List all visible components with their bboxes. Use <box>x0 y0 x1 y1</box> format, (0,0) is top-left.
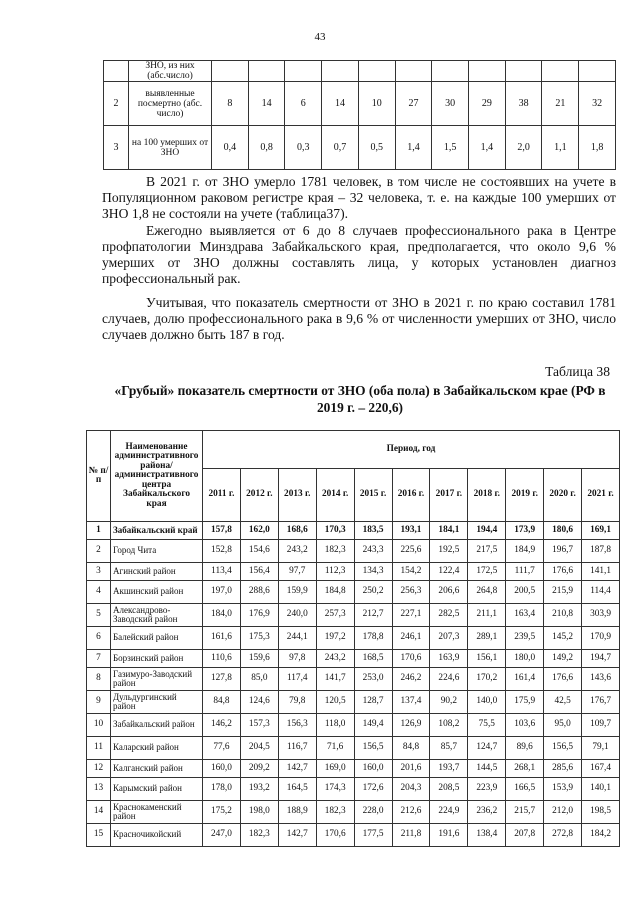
year-header: 2021 г. <box>582 469 620 522</box>
table-row <box>87 540 620 563</box>
cell: 10 <box>358 82 395 126</box>
cell: 14 <box>248 82 285 126</box>
cell: 200,5 <box>506 581 544 604</box>
cell: 84,8 <box>203 691 241 714</box>
cell: 177,5 <box>354 824 392 847</box>
cell: 160,0 <box>203 760 241 778</box>
year-header: 2017 г. <box>430 469 468 522</box>
cell: 110,6 <box>203 650 241 668</box>
row-name: Дульдургинский район <box>111 691 203 714</box>
cell: 264,8 <box>468 581 506 604</box>
cell: 168,5 <box>354 650 392 668</box>
cell: 142,7 <box>278 824 316 847</box>
cell: 156,3 <box>278 714 316 737</box>
table-38 <box>86 430 620 847</box>
cell <box>469 61 506 82</box>
cell: 208,5 <box>430 778 468 801</box>
row-name: Красночикойский <box>111 824 203 847</box>
row-name: Забайкальский район <box>111 714 203 737</box>
row-num: 1 <box>87 522 111 540</box>
cell: 111,7 <box>506 563 544 581</box>
row-num: 8 <box>87 668 111 691</box>
col-name-header: Наименование административного района/ административного центра Забайкальского края <box>111 431 203 522</box>
col-num-header: № п/п <box>87 431 111 522</box>
cell: 90,2 <box>430 691 468 714</box>
cell: 191,6 <box>430 824 468 847</box>
cell: 197,2 <box>316 627 354 650</box>
paragraph-1: В 2021 г. от ЗНО умерло 1781 человек, в том числе не состоявших на учете в Популяционном раковом регистре края – 32 человека, т. е. на каждые 100 умерших от ЗНО 1,8 не состояли на учете (таблица37). <box>102 174 616 221</box>
cell: 95,0 <box>544 714 582 737</box>
table-row <box>87 522 620 540</box>
cell: 141,1 <box>582 563 620 581</box>
cell: 182,3 <box>316 801 354 824</box>
cell: 257,3 <box>316 604 354 627</box>
cell: 176,7 <box>582 691 620 714</box>
cell: 172,6 <box>354 778 392 801</box>
cell: 204,3 <box>392 778 430 801</box>
cell: 223,9 <box>468 778 506 801</box>
cell: 0,5 <box>358 126 395 170</box>
row-name: Калганский район <box>111 760 203 778</box>
cell: 194,4 <box>468 522 506 540</box>
row-num: 5 <box>87 604 111 627</box>
cell: 166,5 <box>506 778 544 801</box>
cell: 157,3 <box>240 714 278 737</box>
cell <box>212 61 249 82</box>
table-row <box>87 627 620 650</box>
cell: 167,4 <box>582 760 620 778</box>
year-header: 2015 г. <box>354 469 392 522</box>
cell: 159,6 <box>240 650 278 668</box>
cell: 89,6 <box>506 737 544 760</box>
cell: 161,6 <box>203 627 241 650</box>
cell: 268,1 <box>506 760 544 778</box>
cell: 156,1 <box>468 650 506 668</box>
cell: 201,6 <box>392 760 430 778</box>
cell <box>505 61 542 82</box>
cell: 243,3 <box>354 540 392 563</box>
cell: 127,8 <box>203 668 241 691</box>
cell: 180,0 <box>506 650 544 668</box>
cell: 112,3 <box>316 563 354 581</box>
cell: 84,8 <box>392 737 430 760</box>
table-row <box>87 714 620 737</box>
cell: 236,2 <box>468 801 506 824</box>
cell: 156,5 <box>354 737 392 760</box>
cell: 0,3 <box>285 126 322 170</box>
cell: 149,2 <box>544 650 582 668</box>
cell: 164,5 <box>278 778 316 801</box>
cell: 156,4 <box>240 563 278 581</box>
row-num: 4 <box>87 581 111 604</box>
cell: 79,1 <box>582 737 620 760</box>
cell: 0,4 <box>212 126 249 170</box>
cell <box>358 61 395 82</box>
row-num: 3 <box>104 126 129 170</box>
cell: 162,0 <box>240 522 278 540</box>
row-label: на 100 умерших от ЗНО <box>129 126 212 170</box>
cell: 29 <box>469 82 506 126</box>
cell: 239,5 <box>506 627 544 650</box>
row-num: 3 <box>87 563 111 581</box>
cell: 225,6 <box>392 540 430 563</box>
cell: 289,1 <box>468 627 506 650</box>
cell: 180,6 <box>544 522 582 540</box>
cell: 32 <box>579 82 616 126</box>
row-num: 6 <box>87 627 111 650</box>
row-num: 14 <box>87 801 111 824</box>
cell: 228,0 <box>354 801 392 824</box>
cell: 183,5 <box>354 522 392 540</box>
cell: 182,3 <box>240 824 278 847</box>
cell: 217,5 <box>468 540 506 563</box>
cell: 8 <box>212 82 249 126</box>
row-label: выявленные посмертно (абс. число) <box>129 82 212 126</box>
row-name: Карымский район <box>111 778 203 801</box>
cell: 30 <box>432 82 469 126</box>
row-num: 12 <box>87 760 111 778</box>
cell: 207,8 <box>506 824 544 847</box>
table-row <box>87 604 620 627</box>
table-row <box>87 581 620 604</box>
cell: 126,9 <box>392 714 430 737</box>
row-num: 13 <box>87 778 111 801</box>
table-caption: Таблица 38 <box>545 364 610 379</box>
page-number: 43 <box>314 31 326 43</box>
cell: 184,2 <box>582 824 620 847</box>
cell: 154,2 <box>392 563 430 581</box>
col-period-header: Период, год <box>203 431 620 469</box>
cell: 169,1 <box>582 522 620 540</box>
cell: 256,3 <box>392 581 430 604</box>
cell: 114,4 <box>582 581 620 604</box>
cell: 103,6 <box>506 714 544 737</box>
cell: 159,9 <box>278 581 316 604</box>
row-name: Город Чита <box>111 540 203 563</box>
cell <box>248 61 285 82</box>
cell <box>579 61 616 82</box>
paragraph-3: Учитывая, что показатель смертности от ЗНО в 2021 г. по краю составил 1781 случаев, долю профессионального рака в 9,6 % от численности умерших от ЗНО, число случаев должно быть 187 в год. <box>102 295 616 342</box>
cell: 140,0 <box>468 691 506 714</box>
cell: 240,0 <box>278 604 316 627</box>
cell: 178,8 <box>354 627 392 650</box>
cell: 1,5 <box>432 126 469 170</box>
cell: 246,2 <box>392 668 430 691</box>
year-header: 2020 г. <box>544 469 582 522</box>
year-header: 2014 г. <box>316 469 354 522</box>
row-num: 7 <box>87 650 111 668</box>
table-row <box>87 824 620 847</box>
cell: 170,9 <box>582 627 620 650</box>
cell <box>542 61 579 82</box>
cell: 211,8 <box>392 824 430 847</box>
cell: 250,2 <box>354 581 392 604</box>
cell: 187,8 <box>582 540 620 563</box>
cell: 210,8 <box>544 604 582 627</box>
cell: 170,2 <box>468 668 506 691</box>
cell: 175,3 <box>240 627 278 650</box>
cell: 211,1 <box>468 604 506 627</box>
cell: 2,0 <box>505 126 542 170</box>
cell: 194,7 <box>582 650 620 668</box>
cell: 172,5 <box>468 563 506 581</box>
row-num: 10 <box>87 714 111 737</box>
cell: 224,9 <box>430 801 468 824</box>
year-header: 2018 г. <box>468 469 506 522</box>
cell: 97,7 <box>278 563 316 581</box>
row-num: 11 <box>87 737 111 760</box>
table-row <box>104 61 616 82</box>
cell: 198,5 <box>582 801 620 824</box>
cell: 272,8 <box>544 824 582 847</box>
table-row <box>87 650 620 668</box>
cell: 113,4 <box>203 563 241 581</box>
cell: 14 <box>322 82 359 126</box>
cell: 184,0 <box>203 604 241 627</box>
cell: 285,6 <box>544 760 582 778</box>
cell: 138,4 <box>468 824 506 847</box>
cell: 157,8 <box>203 522 241 540</box>
cell: 170,6 <box>392 650 430 668</box>
cell: 75,5 <box>468 714 506 737</box>
cell: 192,5 <box>430 540 468 563</box>
row-name: Балейский район <box>111 627 203 650</box>
cell: 109,7 <box>582 714 620 737</box>
cell: 140,1 <box>582 778 620 801</box>
cell: 215,7 <box>506 801 544 824</box>
cell: 176,6 <box>544 563 582 581</box>
cell: 118,0 <box>316 714 354 737</box>
cell: 27 <box>395 82 432 126</box>
row-name: Александрово-Заводский район <box>111 604 203 627</box>
previous-table-fragment <box>103 60 616 170</box>
cell: 85,7 <box>430 737 468 760</box>
year-header: 2011 г. <box>203 469 241 522</box>
cell: 160,0 <box>354 760 392 778</box>
cell: 193,1 <box>392 522 430 540</box>
table-row <box>87 668 620 691</box>
cell: 163,9 <box>430 650 468 668</box>
cell: 144,5 <box>468 760 506 778</box>
cell: 137,4 <box>392 691 430 714</box>
table-title: «Грубый» показатель смертности от ЗНО (оба пола) в Забайкальском крае (РФ в 2019 г. – 220,6) <box>114 383 606 415</box>
cell: 1,8 <box>579 126 616 170</box>
cell: 175,2 <box>203 801 241 824</box>
cell <box>395 61 432 82</box>
table-row <box>87 691 620 714</box>
cell: 154,6 <box>240 540 278 563</box>
cell: 193,2 <box>240 778 278 801</box>
cell: 207,3 <box>430 627 468 650</box>
cell: 1,4 <box>395 126 432 170</box>
cell: 77,6 <box>203 737 241 760</box>
cell: 184,9 <box>506 540 544 563</box>
cell: 176,9 <box>240 604 278 627</box>
cell: 97,8 <box>278 650 316 668</box>
cell: 243,2 <box>278 540 316 563</box>
cell: 246,1 <box>392 627 430 650</box>
cell: 303,9 <box>582 604 620 627</box>
cell: 188,9 <box>278 801 316 824</box>
cell: 0,7 <box>322 126 359 170</box>
cell: 42,5 <box>544 691 582 714</box>
row-num: 2 <box>87 540 111 563</box>
cell: 79,8 <box>278 691 316 714</box>
cell: 174,3 <box>316 778 354 801</box>
cell: 128,7 <box>354 691 392 714</box>
year-header: 2013 г. <box>278 469 316 522</box>
cell: 247,0 <box>203 824 241 847</box>
cell: 168,6 <box>278 522 316 540</box>
table-row <box>104 82 616 126</box>
cell: 212,6 <box>392 801 430 824</box>
cell: 206,6 <box>430 581 468 604</box>
cell: 117,4 <box>278 668 316 691</box>
row-num <box>104 61 129 82</box>
cell: 173,9 <box>506 522 544 540</box>
paragraph-2: Ежегодно выявляется от 6 до 8 случаев профессионального рака в Центре профпатологии Минздрава Забайкальского края, предполагается, что около 9,6 % умерших от ЗНО должны составлять лица, у которых установлен диагноз профессиональный рак. <box>102 223 616 286</box>
row-name: Акшинский район <box>111 581 203 604</box>
year-header: 2016 г. <box>392 469 430 522</box>
row-name: Забайкальский край <box>111 522 203 540</box>
cell: 38 <box>505 82 542 126</box>
cell: 204,5 <box>240 737 278 760</box>
cell: 176,6 <box>544 668 582 691</box>
cell: 178,0 <box>203 778 241 801</box>
row-num: 9 <box>87 691 111 714</box>
cell: 243,2 <box>316 650 354 668</box>
cell: 209,2 <box>240 760 278 778</box>
cell: 156,5 <box>544 737 582 760</box>
row-name: Борзинский район <box>111 650 203 668</box>
cell: 175,9 <box>506 691 544 714</box>
row-num: 2 <box>104 82 129 126</box>
cell: 170,6 <box>316 824 354 847</box>
table-row <box>104 126 616 170</box>
cell: 153,9 <box>544 778 582 801</box>
cell: 193,7 <box>430 760 468 778</box>
row-name: Каларский район <box>111 737 203 760</box>
row-name: Агинский район <box>111 563 203 581</box>
row-num: 15 <box>87 824 111 847</box>
row-name: Краснокаменский район <box>111 801 203 824</box>
cell: 145,2 <box>544 627 582 650</box>
cell: 224,6 <box>430 668 468 691</box>
cell: 184,8 <box>316 581 354 604</box>
row-name: Газимуро-Заводский район <box>111 668 203 691</box>
cell: 1,1 <box>542 126 579 170</box>
cell: 116,7 <box>278 737 316 760</box>
cell: 149,4 <box>354 714 392 737</box>
cell: 212,0 <box>544 801 582 824</box>
cell: 182,3 <box>316 540 354 563</box>
cell: 6 <box>285 82 322 126</box>
cell: 212,7 <box>354 604 392 627</box>
cell: 122,4 <box>430 563 468 581</box>
cell: 120,5 <box>316 691 354 714</box>
table-row <box>87 563 620 581</box>
cell: 143,6 <box>582 668 620 691</box>
cell: 198,0 <box>240 801 278 824</box>
cell: 197,0 <box>203 581 241 604</box>
cell: 184,1 <box>430 522 468 540</box>
year-header: 2019 г. <box>506 469 544 522</box>
row-label: ЗНО, из них (абс.число) <box>129 61 212 82</box>
cell: 244,1 <box>278 627 316 650</box>
cell: 1,4 <box>469 126 506 170</box>
cell: 124,6 <box>240 691 278 714</box>
cell <box>285 61 322 82</box>
cell: 146,2 <box>203 714 241 737</box>
cell: 282,5 <box>430 604 468 627</box>
cell: 124,7 <box>468 737 506 760</box>
cell: 21 <box>542 82 579 126</box>
cell <box>432 61 469 82</box>
cell: 71,6 <box>316 737 354 760</box>
cell: 227,1 <box>392 604 430 627</box>
cell: 196,7 <box>544 540 582 563</box>
table-row <box>87 801 620 824</box>
cell <box>322 61 359 82</box>
cell: 170,3 <box>316 522 354 540</box>
cell: 108,2 <box>430 714 468 737</box>
cell: 142,7 <box>278 760 316 778</box>
table-row <box>87 737 620 760</box>
cell: 161,4 <box>506 668 544 691</box>
cell: 169,0 <box>316 760 354 778</box>
table-row <box>87 778 620 801</box>
cell: 163,4 <box>506 604 544 627</box>
cell: 0,8 <box>248 126 285 170</box>
cell: 215,9 <box>544 581 582 604</box>
year-header: 2012 г. <box>240 469 278 522</box>
cell: 288,6 <box>240 581 278 604</box>
cell: 134,3 <box>354 563 392 581</box>
table-row <box>87 760 620 778</box>
cell: 253,0 <box>354 668 392 691</box>
cell: 85,0 <box>240 668 278 691</box>
cell: 152,8 <box>203 540 241 563</box>
cell: 141,7 <box>316 668 354 691</box>
